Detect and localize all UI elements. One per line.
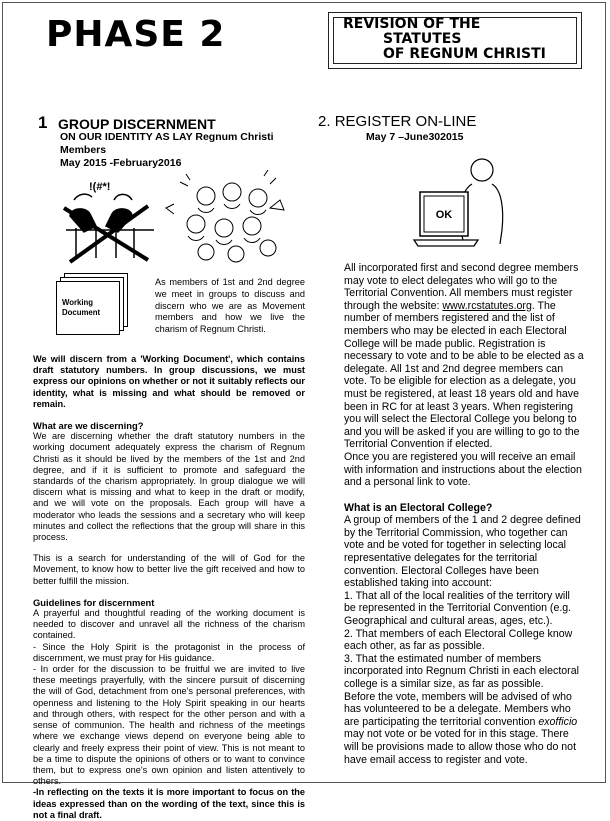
- register-email-info: Once you are registered you will receive an email with information and instructions about the election and a personal link to vote.: [344, 450, 582, 489]
- phase-title: PHASE 2: [46, 14, 226, 55]
- screen-ok-text: OK: [435, 209, 453, 221]
- person-at-computer-illustration: [410, 150, 530, 250]
- register-text-b: . The number of members registered and the list of members who may be elected in each Electoral College will be made public. Registration is necessary to vote and to be able to be elected as a delegate. All 1st and 2nd degree members can vote. To be eligible for election as a delegate, you must be registered, at least 18 years old and have been in RC for at least 3 years. When registering you will select the Electoral College you belong to and you will be asked if you are willing to go to the Territorial Convention if elected.: [344, 299, 584, 451]
- guideline-4: -In reflecting on the texts it is more important to focus on the ideas expressed than on the wording of the text, since this is not a final draft.: [33, 787, 305, 820]
- register-text-a: All incorporated first and second degree members may vote to elect delegates who will go to the Territorial Convention. All members must register through the website:: [344, 262, 579, 312]
- section2-heading: [318, 113, 476, 130]
- section1-subtitle: ON OUR IDENTITY AS LAY Regnum Christi Members: [60, 131, 274, 156]
- rcstatutes-link[interactable]: www.rcstatutes.org: [442, 299, 532, 312]
- revision-line-3: OF REGNUM CHRISTI: [383, 46, 546, 62]
- working-document-label: Working Document: [62, 298, 101, 317]
- working-document-icon: [56, 273, 126, 333]
- revision-line-1: REVISION OF THE: [343, 16, 481, 32]
- section2-body: [344, 262, 584, 766]
- section1-number: 1: [38, 113, 48, 132]
- section1-body: [33, 354, 305, 821]
- section2-title: REGISTER ON-LINE: [334, 113, 477, 130]
- revision-title: [343, 17, 546, 62]
- speech-symbols: !(#*!: [89, 181, 111, 193]
- guideline-3: - In order for the discussion to be fruitful we are invited to live these meetings prayerfully, with the sincere pursuit of discerning the will of God, detachment from one's personal preferences, with openness and listening to the Holy Spirit speaking in our hearts and through others, with respect for the other person and with a sense of communion. The health and richness of the meetings where we exchange views depend on everyone being able to clearly and freely express their point of view. This is not meant to be a time to dispute the opinions of others or to want to convince them, but to express one's own opinion and listen attentively to others.: [33, 664, 305, 787]
- register-paragraph: [344, 262, 584, 451]
- vote-info-text-b: may not vote or be voted for in this stage. There will be provisions made to allow those who do not have email access to register and vote.: [344, 728, 577, 766]
- discerning-text-2: This is a search for understanding of the will of God for the Movement, to know how to better live the gift received and how to better fulfill the mission.: [33, 553, 305, 586]
- discerning-heading: What are we discerning?: [33, 420, 144, 432]
- section2-dates: May 7 –June302015: [366, 131, 464, 143]
- revision-box: [328, 12, 582, 69]
- revision-line-2: STATUTES: [383, 31, 462, 47]
- electoral-college-criterion-1: 1. That all of the local realities of the territory will be represented in the Territorial Convention (e.g. Geographical and cultural areas, ages, etc.).: [344, 589, 572, 628]
- electoral-college-criterion-2: 2. That members of each Electoral College know each other, as far as possible.: [344, 627, 573, 653]
- electoral-college-definition: A group of members of the 1 and 2 degree defined by the Territorial Commission, who together can vote and be voted for together in selecting local representative delegates for the territorial convention. Electoral Colleges have been established taking into account:: [344, 514, 581, 590]
- section1-lead: We will discern from a 'Working Document', which contains draft statutory numbers. In group discussions, we must express our opinions on whether or not it suitably reflects our identity, what is missing and what should be removed or remain.: [33, 354, 305, 409]
- section1-intro: As members of 1st and 2nd degree we meet in groups to discuss and discern who we are as Movement members and how we live the charism of Regnum Christi.: [155, 277, 305, 335]
- guideline-2: - Since the Holy Spirit is the protagonist in the process of discernment, we must pray for His guidance.: [33, 641, 305, 663]
- section2-number: 2.: [318, 113, 331, 130]
- discerning-text: We are discerning whether the draft statutory numbers in the working document adequately express the charism of Regnum Christi as it should be lived by the members of the 1st and 2nd degree, and if it is sufficient to promote and safeguard the standards of the charism appropriately. In group dialogue we will discern what is missing and what to keep in the draft or modify, and we will vote on the proposals. Each group will have a moderator who leads the sessions and a secretary who will keep minutes and collect the reflections that the group will share in this process.: [33, 431, 305, 543]
- electoral-college-heading: What is an Electoral College?: [344, 501, 493, 514]
- vote-info-exofficio: exofficio: [538, 715, 578, 728]
- guidelines-heading: Guidelines for discernment: [33, 596, 155, 608]
- group-discussion-illustration: [56, 168, 286, 266]
- electoral-college-criterion-3: 3. That the estimated number of members incorporated into Regnum Christi in each electoral college is a similar size, as far as possible.: [344, 652, 579, 690]
- section1-title: GROUP DISCERNMENT: [58, 116, 216, 132]
- section1-dates: May 2015 -February2016: [60, 157, 182, 169]
- vote-info-text-a: Before the vote, members will be advised of who has volunteered to be a delegate. Members who are participating the territorial convention: [344, 690, 572, 728]
- electoral-college-vote-info: [344, 691, 584, 767]
- guideline-1: A prayerful and thoughtful reading of the working document is needed to discover and unravel all the richness of the charism contained.: [33, 608, 305, 641]
